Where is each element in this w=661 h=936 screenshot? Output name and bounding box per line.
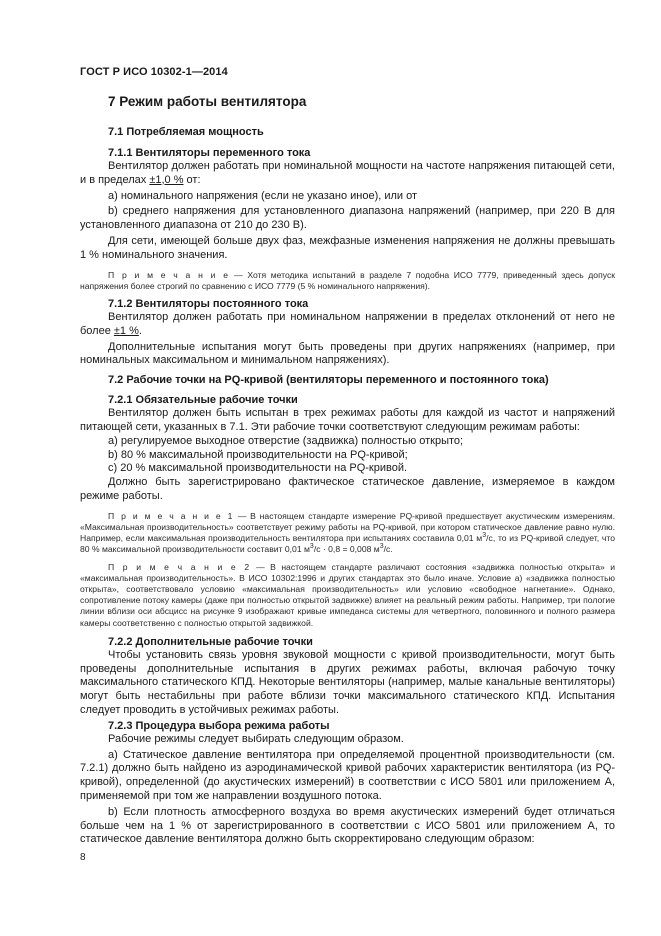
note-2-7-2-1: П р и м е ч а н и е 2 — В настоящем стандарте различают состояния «задвижка полностью открыта» и «максимальная производительность». В ИСО 10302:1996 и других стандартах это было иначе. Условие а) «задвижка полностью открыта», соответствовало условию «максимальная производительность» или условию «свободное нагнетание». Однако, сопротивление потоку камеры (даже при полностью открытой задвижке) влияет на реальный режим работы. Например, три пологие линии вблизи оси абсцисс на рисунке 9 изображают кривые импеданса системы для четвертного, половинного и полного размера камеры соответственно с полностью открытой задвижкой. [80,561,615,628]
section-7-2-3-heading: 7.2.3 Процедура выбора режима работы [108,719,330,732]
list-item-a: а) номинального напряжения (если не указано иное), или от [108,189,418,202]
paragraph-phase-voltage: Для сети, имеющей больше двух фаз, межфазные изменения напряжения не должны превышать 1 % номинального значения. [80,234,615,261]
paragraph-7-2-2: Чтобы установить связь уровня звуковой мощности с кривой производительности, могут быть проведены дополнительные испытания в других режимах работы, включая рабочую точку максимального статического КПД. Некоторые вентиляторы (например, малые канальные вентиляторы) могут быть нестабильны при работе вблизи точки максимального статического КПД. Испытания следует проводить в устойчивых режимах работы. [80,648,615,716]
paragraph-static-pressure: Должно быть зарегистрировано фактическое статическое давление, измеряемое в каждом режиме работы. [80,476,615,502]
section-7-2-2-heading: 7.2.2 Дополнительные рабочие точки [108,635,313,648]
paragraph-7-1-1-intro: Вентилятор должен работать при номинальной мощности на частоте напряжения питающей сети, и в пределах ±1,0 % от: [80,160,615,186]
list-item-b: b) 80 % максимальной производительности на PQ-кривой; [108,448,408,461]
note-7-1-1: П р и м е ч а н и е — Хотя методика испытаний в разделе 7 подобна ИСО 7779, приведенный здесь допуск напряжения более строгий по сравнению с ИСО 7779 (5 % номинального напряжения). [80,269,615,291]
paragraph-7-2-3-a: а) Статическое давление вентилятора при определяемой процентной производительности (см. 7.2.1) должно быть найдено из аэродинамической кривой рабочих характеристик вентилятора (из PQ-кривой), определенной (до акустических измерений) в соответствии с ИСО 5801 или приложением А, применяемой при том же направлении воздушного потока. [80,748,615,802]
note-1-7-2-1: П р и м е ч а н и е 1 — В настоящем стандарте измерение PQ-кривой предшествует акустическим измерениям. «Максимальная производительность» соответствует режиму работы на PQ-кривой, при котором статическое давление равно нулю. Например, если максимальная производительность вентилятора при испытаниях составила 0,01 $м^3/с$, то из PQ-кривой следует, что 80 % максимальной производительности составит 0,01 $м^3/с \cdot 0,8 = 0,008$ $м^3/с$. [80,510,616,555]
document-header: ГОСТ Р ИСО 10302-1—2014 [80,66,228,78]
page-number: 8 [80,852,86,863]
section-7-2-1-heading: 7.2.1 Обязательные рабочие точки [108,394,298,407]
section-7-2-heading: 7.2 Рабочие точки на PQ-кривой (вентиляторы переменного и постоянного тока) [108,374,549,387]
paragraph-7-2-1-intro: Вентилятор должен быть испытан в трех режимах работы для каждой из частот и напряжений питающей сети, указанных в 7.1. Эти рабочие точки соответствуют следующим режимам работы: [80,407,615,433]
section-7-1-heading: 7.1 Потребляемая мощность [108,126,264,138]
section-7-1-2-heading: 7.1.2 Вентиляторы постоянного тока [108,297,309,310]
list-item-c: с) 20 % максимальной производительности на PQ-кривой. [108,462,408,475]
document-body [80,93,615,847]
list-item-b: b) среднего напряжения для установленного диапазона напряжений (например, при 220 В для установленного диапазона от 210 до 230 В). [80,205,615,232]
section-7-1-1-heading: 7.1.1 Вентиляторы переменного тока [108,147,311,159]
paragraph-7-2-3-intro: Рабочие режимы следует выбирать следующим образом. [108,732,404,745]
paragraph-7-2-3-b: b) Если плотность атмосферного воздуха во время акустических измерений будет отличаться больше чем на 1 % от зарегистрированного в соответствии с ИСО 5801 или приложением А, то статическое давление вентилятора должно быть скорректировано следующим образом: [80,805,615,846]
paragraph-7-1-2-additional: Дополнительные испытания могут быть проведены при других напряжениях (например, при номинальных максимальном и минимальном напряжениях). [80,340,615,367]
section-7-heading: 7 Режим работы вентилятора [108,94,307,109]
paragraph-7-1-2-intro: Вентилятор должен работать при номинальном напряжении в пределах отклонений от него не более ±1 %. [80,310,615,337]
list-item-a: а) регулируемое выходное отверстие (задвижка) полностью открыто; [108,434,464,447]
